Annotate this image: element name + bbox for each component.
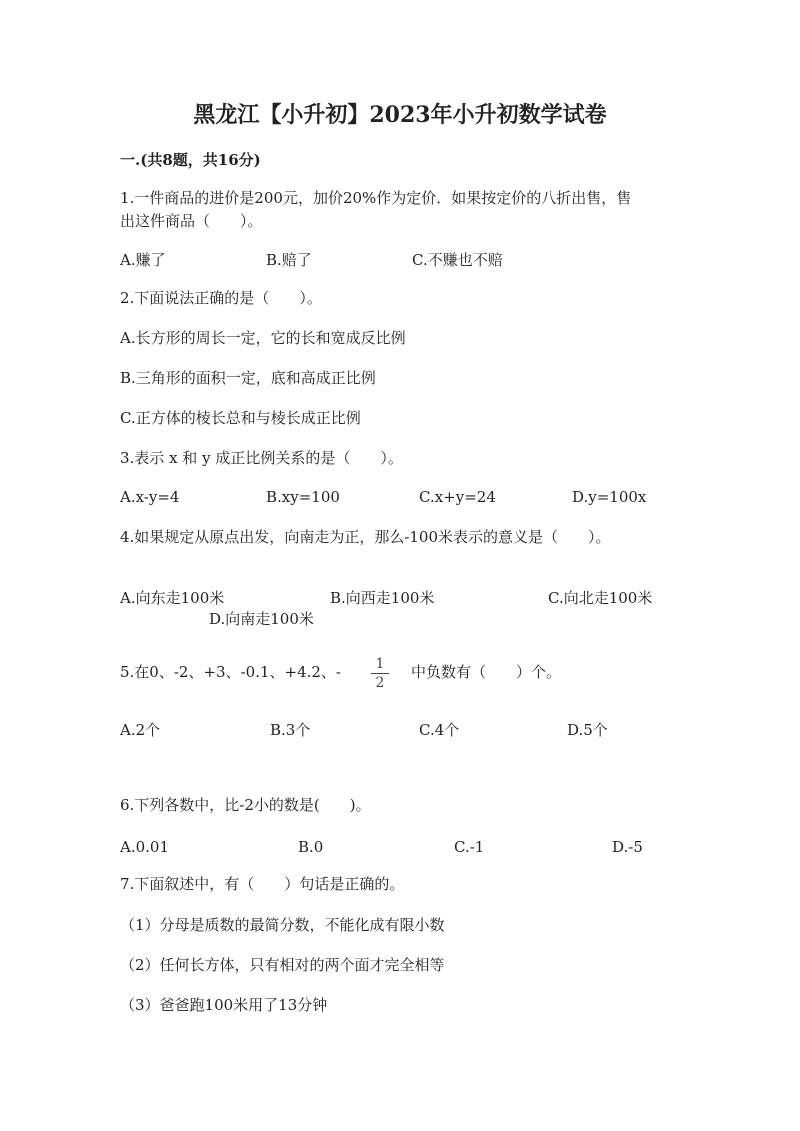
question-1-option-b: B.赔了 — [266, 251, 312, 269]
question-4-option-a: A.向东走100米 — [120, 589, 225, 607]
question-5-option-c: C.4个 — [419, 721, 460, 739]
question-4-option-d: D.向南走100米 — [209, 610, 314, 628]
fraction-denominator: 2 — [375, 675, 385, 691]
question-4-option-c: C.向北走100米 — [548, 589, 653, 607]
fraction-bar — [371, 673, 389, 674]
question-2-option-a: A.长方形的周长一定，它的长和宽成反比例 — [120, 329, 406, 347]
question-3-stem: 3.表示 x 和 y 成正比例关系的是（ ）。 — [120, 449, 403, 467]
question-2-option-c: C.正方体的棱长总和与棱长成正比例 — [120, 409, 361, 427]
question-6-option-a: A.0.01 — [120, 838, 169, 856]
question-1-option-a: A.赚了 — [120, 251, 166, 269]
question-5-fraction — [371, 656, 389, 691]
question-7-statement-1: （1）分母是质数的最简分数，不能化成有限小数 — [120, 916, 445, 934]
question-2-option-b: B.三角形的面积一定，底和高成正比例 — [120, 369, 376, 387]
question-5-stem-suffix: 中负数有（ ）个。 — [411, 663, 562, 681]
question-6-option-d: D.-5 — [612, 838, 643, 856]
question-1-stem-line-2: 出这件商品（ ）。 — [120, 212, 263, 230]
section-heading: 一.(共8题，共16分) — [120, 151, 261, 169]
question-5-option-a: A.2个 — [120, 721, 161, 739]
question-5-option-d: D.5个 — [567, 721, 608, 739]
question-4-option-b: B.向西走100米 — [330, 589, 435, 607]
fraction-numerator: 1 — [375, 656, 385, 672]
question-1-stem-line-1: 1.一件商品的进价是200元，加价20%作为定价．如果按定价的八折出售，售 — [120, 189, 632, 207]
question-6-option-b: B.0 — [298, 838, 324, 856]
question-6-option-c: C.-1 — [454, 838, 485, 856]
question-7-stem: 7.下面叙述中，有（ ）句话是正确的。 — [120, 875, 405, 893]
question-5-option-b: B.3个 — [270, 721, 311, 739]
question-3-option-d: D.y=100x — [572, 488, 647, 506]
question-4-stem: 4.如果规定从原点出发，向南走为正，那么-100米表示的意义是（ ）。 — [120, 528, 611, 546]
question-7-statement-2: （2）任何长方体，只有相对的两个面才完全相等 — [120, 956, 445, 974]
question-5-stem-prefix: 5.在0、-2、+3、-0.1、+4.2、- — [120, 663, 341, 681]
question-3-option-a: A.x-y=4 — [120, 488, 180, 506]
question-7-statement-3: （3）爸爸跑100米用了13分钟 — [120, 996, 328, 1014]
question-1-option-c: C.不赚也不赔 — [412, 251, 503, 269]
question-6-stem: 6.下列各数中，比-2小的数是( )。 — [120, 796, 371, 814]
question-3-option-b: B.xy=100 — [266, 488, 340, 506]
question-2-stem: 2.下面说法正确的是（ ）。 — [120, 289, 322, 307]
question-3-option-c: C.x+y=24 — [419, 488, 496, 506]
exam-title: 黑龙江【小升初】2023年小升初数学试卷 — [193, 102, 607, 128]
